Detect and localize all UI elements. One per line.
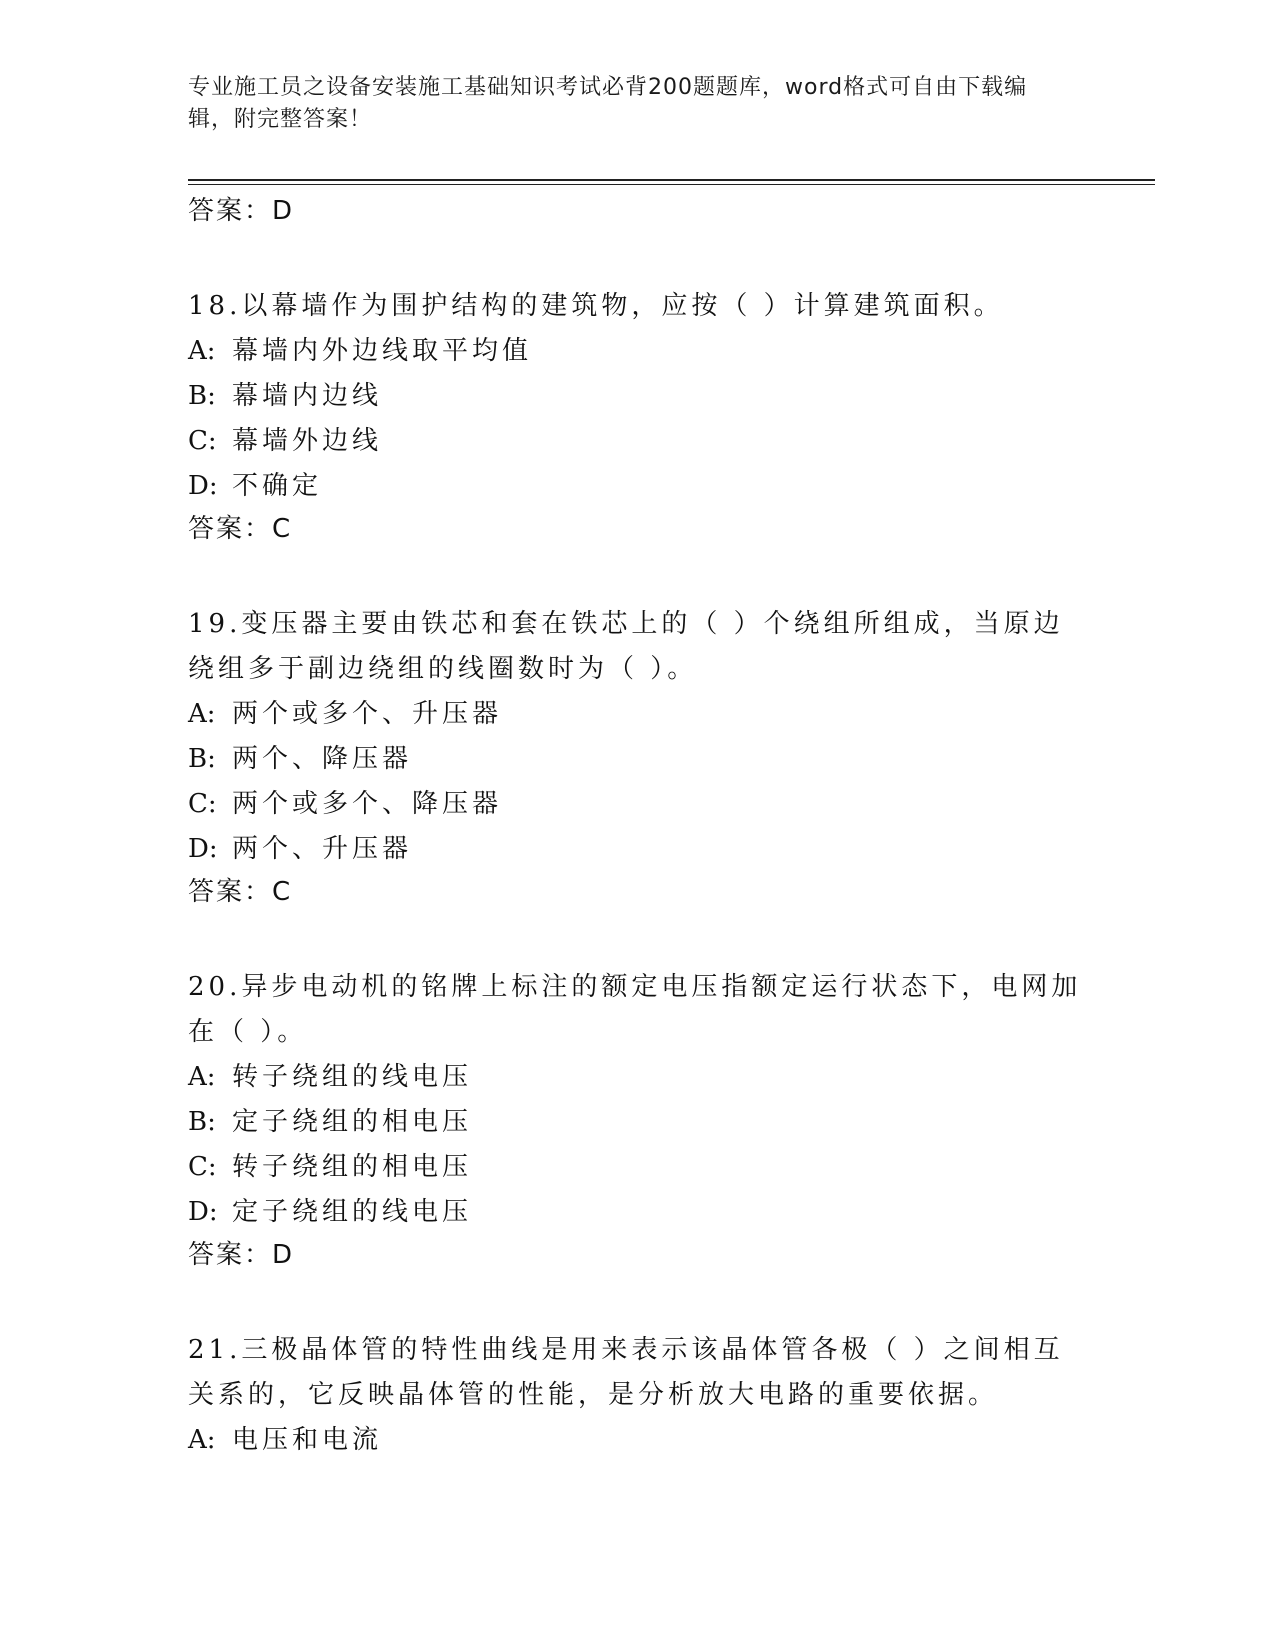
option-d [188,1190,1088,1235]
option-letter: C: [188,789,217,819]
option-b [188,1100,1088,1145]
question-list [188,191,1088,1463]
spacer [188,912,1088,965]
option-a [188,329,1088,374]
spacer [188,231,1088,284]
option-text: 两个、降压器 [232,744,413,774]
option-text: 转子绕组的线电压 [232,1062,473,1092]
option-a [188,1418,1088,1463]
option-letter: D: [188,1197,218,1227]
answer-line: 答案：C [188,514,293,544]
option-letter: C: [188,426,217,456]
option-text: 幕墙内边线 [232,381,383,411]
option-text: 不确定 [232,471,323,501]
previous-answer: 答案：D [188,196,295,226]
spacer [188,549,1088,602]
option-letter: D: [188,834,218,864]
option-c [188,1145,1088,1190]
header-divider-thin [188,184,1155,185]
option-text: 定子绕组的线电压 [232,1197,473,1227]
option-letter: B: [188,744,216,774]
option-text: 幕墙内外边线取平均值 [232,336,533,366]
page-header: 专业施工员之设备安装施工基础知识考试必背200题题库，word格式可自由下载编辑，附完整答案！ [188,75,1028,132]
answer-line: 答案：D [188,1240,295,1270]
option-text: 电压和电流 [232,1425,383,1455]
option-text: 定子绕组的相电压 [232,1107,473,1137]
question-block [188,602,1088,912]
question-stem: 21.三极晶体管的特性曲线是用来表示该晶体管各极（ ）之间相互关系的，它反映晶体管的性能，是分析放大电路的重要依据。 [188,1335,1064,1410]
question-stem: 18.以幕墙作为围护结构的建筑物，应按（ ）计算建筑面积。 [188,291,1004,321]
option-letter: A: [188,699,216,729]
header-divider-thick [188,179,1155,181]
option-a [188,1055,1088,1100]
option-text: 幕墙外边线 [232,426,383,456]
option-d [188,464,1088,509]
option-c [188,419,1088,464]
option-letter: B: [188,1107,216,1137]
question-stem: 20.异步电动机的铭牌上标注的额定电压指额定运行状态下，电网加在（ ）。 [188,972,1082,1047]
option-letter: C: [188,1152,217,1182]
option-text: 两个或多个、升压器 [232,699,503,729]
option-letter: D: [188,471,218,501]
option-text: 转子绕组的相电压 [232,1152,473,1182]
question-stem: 19.变压器主要由铁芯和套在铁芯上的（ ）个绕组所组成，当原边绕组多于副边绕组的线圈数时为（ ）。 [188,609,1064,684]
question-block [188,284,1088,549]
question-block [188,965,1088,1275]
option-b [188,374,1088,419]
answer-line: 答案：C [188,877,293,907]
option-letter: A: [188,1062,216,1092]
option-text: 两个或多个、降压器 [232,789,503,819]
spacer [188,1275,1088,1328]
option-c [188,782,1088,827]
option-text: 两个、升压器 [232,834,413,864]
option-letter: B: [188,381,216,411]
option-a [188,692,1088,737]
question-block [188,1328,1088,1463]
option-d [188,827,1088,872]
option-b [188,737,1088,782]
option-letter: A: [188,1425,216,1455]
option-letter: A: [188,336,216,366]
